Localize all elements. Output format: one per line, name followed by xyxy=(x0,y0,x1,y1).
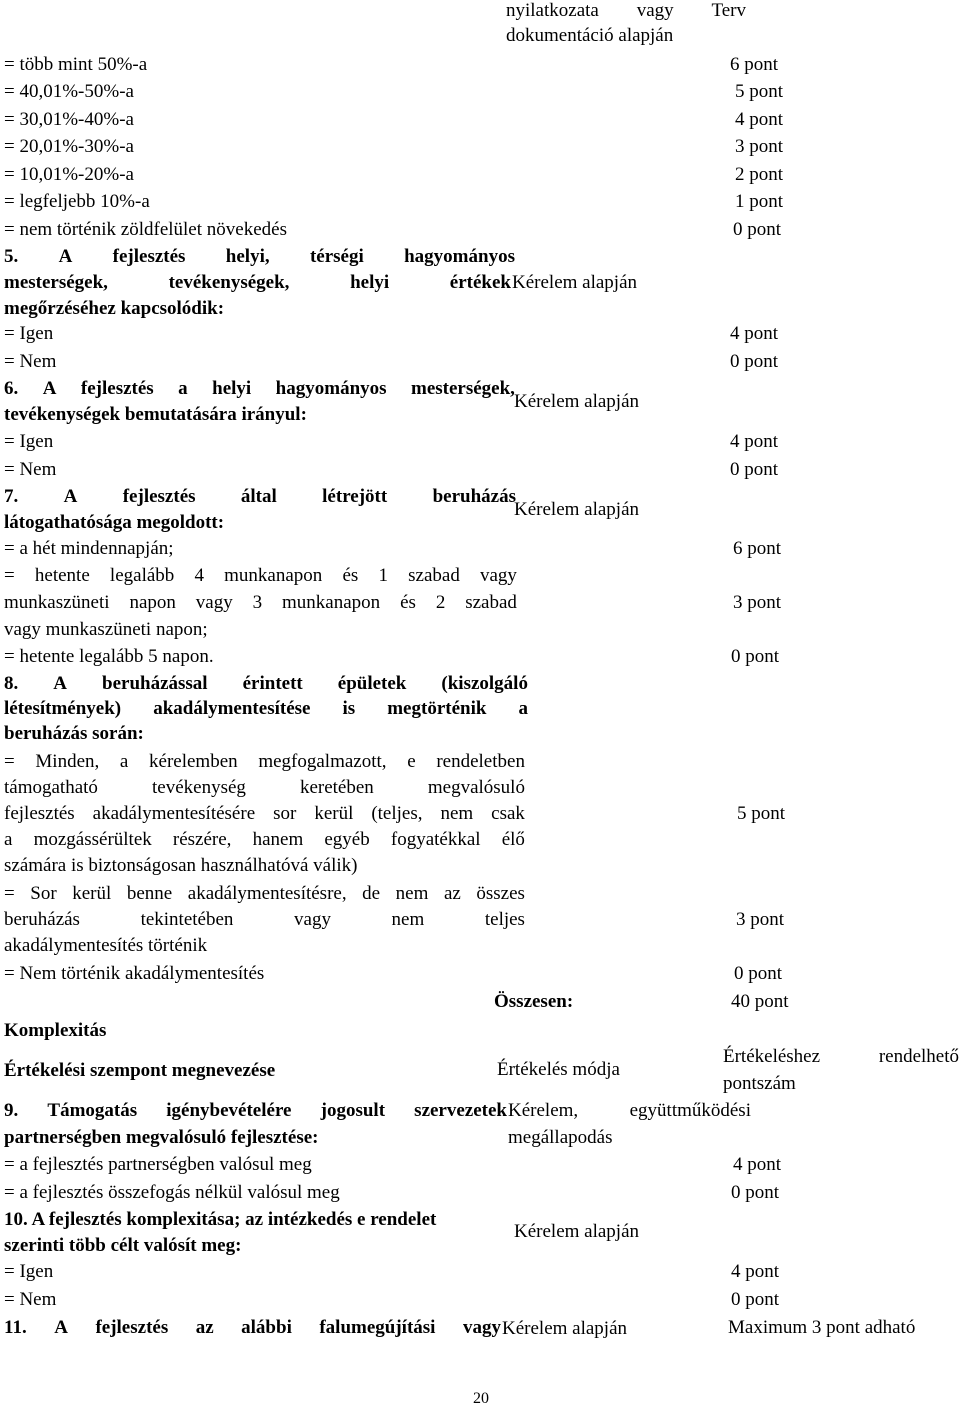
word: 2 xyxy=(435,592,446,613)
word: fejlesztés xyxy=(122,486,196,507)
word: fejlesztés xyxy=(80,378,154,399)
s11-points: Maximum 3 pont adható xyxy=(728,1317,916,1338)
s4-row-label: = 30,01%-40%-a xyxy=(4,109,134,130)
word: támogatható xyxy=(4,777,98,798)
s4-row-label: = nem történik zöldfelület növekedés xyxy=(4,219,287,240)
word: a xyxy=(4,829,13,850)
s4-row-points: 4 pont xyxy=(735,109,784,130)
word: teljes xyxy=(484,909,525,930)
word: együttműködési xyxy=(629,1100,751,1121)
word: létrejött xyxy=(322,486,388,507)
word: egyéb xyxy=(324,829,370,850)
word: rendeletben xyxy=(436,751,525,772)
s9-row-points: 4 pont xyxy=(733,1154,782,1175)
s9-method-line1 xyxy=(508,1101,751,1120)
column-header-points-line2: pontszám xyxy=(723,1073,796,1094)
s4-row-points: 2 pont xyxy=(735,164,784,185)
s4-row-label: = legfeljebb 10%-a xyxy=(4,191,150,212)
word: élő xyxy=(501,829,525,850)
word: 3 xyxy=(252,592,263,613)
word: kerül xyxy=(72,883,112,904)
word: hanem xyxy=(252,829,304,850)
s8-option1-line2 xyxy=(4,778,525,797)
s5-title-line1 xyxy=(4,247,515,266)
s9-row-label: = a fejlesztés partnerségben valósul meg xyxy=(4,1154,312,1175)
word: A xyxy=(53,673,67,694)
word: = xyxy=(4,565,15,586)
s8-option-points: 5 pont xyxy=(737,803,786,824)
word: fejlesztés xyxy=(95,1317,169,1338)
word: Kérelem, xyxy=(508,1100,579,1121)
s4-row-label: = 20,01%-30%-a xyxy=(4,136,134,157)
s4-row-points: 3 pont xyxy=(735,136,784,157)
word: az xyxy=(443,883,461,904)
s10-row-label: = Igen xyxy=(4,1261,54,1282)
word: vagy xyxy=(195,592,233,613)
word: fejlesztés xyxy=(112,246,186,267)
s7-option2-line3: vagy munkaszüneti napon; xyxy=(4,619,208,640)
word: létesítmények) xyxy=(4,698,122,719)
column-header-method: Értékelés módja xyxy=(497,1059,620,1080)
s7-option2-line1 xyxy=(4,566,517,585)
s7-option-points: 6 pont xyxy=(733,538,782,559)
word: (teljes, xyxy=(371,803,423,824)
s5-row-points: 0 pont xyxy=(730,351,779,372)
word: hagyományos xyxy=(404,246,515,267)
word: összes xyxy=(476,883,525,904)
word: a xyxy=(119,751,129,772)
word: csak xyxy=(491,803,525,824)
word: vagy xyxy=(480,565,517,586)
word: munkaszüneti xyxy=(4,592,110,613)
word: akadálymentesítése xyxy=(153,698,311,719)
s6-title-line2: tevékenységek bemutatására irányul: xyxy=(4,404,307,425)
s7-option-points: 0 pont xyxy=(731,646,780,667)
s4-row-points: 1 pont xyxy=(735,191,784,212)
s8-option1-line3 xyxy=(4,804,525,823)
s8-option: = Nem történik akadálymentesítés xyxy=(4,963,265,984)
s5-row-label: = Nem xyxy=(4,351,57,372)
word: hetente xyxy=(34,565,90,586)
word: a xyxy=(178,378,188,399)
s8-option1-line5: számára is biztonságosan használhatóvá válik) xyxy=(4,855,358,876)
word: falumegújítási xyxy=(319,1317,436,1338)
word: értékek xyxy=(449,272,511,293)
word: = xyxy=(4,883,15,904)
word: nem xyxy=(391,909,425,930)
s8-title-line3: beruházás során: xyxy=(4,723,144,744)
word: épületek xyxy=(337,673,407,694)
s8-option2-line3: akadálymentesítés történik xyxy=(4,935,208,956)
column-header-criterion: Értékelési szempont megnevezése xyxy=(4,1060,276,1081)
word: részére, xyxy=(172,829,232,850)
s8-option-points: 3 pont xyxy=(736,909,785,930)
s11-title-line1 xyxy=(4,1318,501,1337)
s9-title-line1 xyxy=(4,1101,507,1120)
word: helyi xyxy=(212,378,252,399)
word: beruházás xyxy=(432,486,516,507)
page-number: 20 xyxy=(473,1390,489,1407)
s4-row-points: 5 pont xyxy=(735,81,784,102)
word: napon xyxy=(129,592,176,613)
word: helyi xyxy=(350,272,390,293)
word: nem xyxy=(395,883,429,904)
word: nem xyxy=(440,803,474,824)
word: kérelemben xyxy=(149,751,238,772)
word: Támogatás xyxy=(47,1100,138,1121)
s6-row-points: 0 pont xyxy=(730,459,779,480)
word: 9. xyxy=(4,1100,19,1121)
word: mesterségek, xyxy=(411,378,515,399)
s8-title-line1 xyxy=(4,674,528,693)
s6-title-line1 xyxy=(4,379,515,398)
word: akadálymentesítésére xyxy=(92,803,256,824)
word: (kiszolgáló xyxy=(441,673,528,694)
word: benne xyxy=(126,883,173,904)
word: is xyxy=(342,698,356,719)
s8-option-points: 0 pont xyxy=(734,963,783,984)
s4-row-label: = 40,01%-50%-a xyxy=(4,81,134,102)
word: Minden, xyxy=(35,751,100,772)
word: szervezetek xyxy=(414,1100,507,1121)
word: Értékeléshez xyxy=(723,1046,821,1067)
word: beruházás xyxy=(4,909,80,930)
s6-row-points: 4 pont xyxy=(730,431,779,452)
s9-row-label: = a fejlesztés összefogás nélkül valósul meg xyxy=(4,1182,340,1203)
s7-method: Kérelem alapján xyxy=(514,499,640,520)
s5-row-points: 4 pont xyxy=(730,323,779,344)
word: tekintetében xyxy=(140,909,234,930)
s8-option1-line4 xyxy=(4,830,525,849)
word: 11. xyxy=(4,1317,27,1338)
s10-row-points: 4 pont xyxy=(731,1261,780,1282)
s9-method-line2: megállapodás xyxy=(508,1127,613,1148)
word: de xyxy=(362,883,381,904)
word: Terv xyxy=(711,0,746,21)
word: vagy xyxy=(636,0,674,21)
word: szabad xyxy=(408,565,460,586)
word: 6. xyxy=(4,378,19,399)
total-label: Összesen: xyxy=(494,991,574,1012)
s10-title-line2: szerinti több célt valósít meg: xyxy=(4,1235,242,1256)
word: rendelhető xyxy=(878,1046,959,1067)
word: nyilatkozata xyxy=(506,0,599,21)
word: akadálymentesítésre, xyxy=(187,883,347,904)
word: munkanapon xyxy=(282,592,381,613)
word: alábbi xyxy=(241,1317,292,1338)
word: az xyxy=(195,1317,214,1338)
word: és xyxy=(342,565,359,586)
word: megtörténik xyxy=(387,698,487,719)
s7-title-line1 xyxy=(4,487,516,506)
s5-row-label: = Igen xyxy=(4,323,54,344)
word: e xyxy=(407,751,416,772)
s4-row-points: 6 pont xyxy=(730,54,779,75)
word: 8. xyxy=(4,673,19,694)
word: megvalósuló xyxy=(427,777,525,798)
s10-row-points: 0 pont xyxy=(731,1289,780,1310)
word: A xyxy=(54,1317,68,1338)
word: A xyxy=(42,378,57,399)
word: munkanapon xyxy=(224,565,323,586)
word: 5. xyxy=(4,246,19,267)
s7-option: = a hét mindennapján; xyxy=(4,538,174,559)
word: vagy xyxy=(462,1317,501,1338)
word: sor xyxy=(273,803,297,824)
s8-title-line2 xyxy=(4,699,528,718)
s5-title-line3: megőrzéséhez kapcsolódik: xyxy=(4,298,225,319)
s5-method: Kérelem alapján xyxy=(512,272,638,293)
word: = xyxy=(4,751,15,772)
word: tevékenységek, xyxy=(168,272,290,293)
word: legalább xyxy=(109,565,175,586)
word: megfogalmazott, xyxy=(258,751,387,772)
word: keretében xyxy=(299,777,374,798)
s5-title-line2 xyxy=(4,273,511,292)
word: hagyományos xyxy=(275,378,387,399)
s4-row-label: = több mint 50%-a xyxy=(4,54,148,75)
word: jogosult xyxy=(320,1100,386,1121)
word: vagy xyxy=(294,909,331,930)
word: beruházással xyxy=(102,673,208,694)
word: térségi xyxy=(309,246,364,267)
word: helyi, xyxy=(225,246,270,267)
word: fogyatékkal xyxy=(390,829,481,850)
word: Sor xyxy=(30,883,57,904)
column-header-points-line1 xyxy=(723,1047,959,1066)
s8-option2-line1 xyxy=(4,884,525,903)
s10-title-line1: 10. A fejlesztés komplexitása; az intézkedés e rendelet xyxy=(4,1209,437,1230)
word: tevékenység xyxy=(151,777,246,798)
complexity-heading: Komplexitás xyxy=(4,1020,107,1041)
word: 4 xyxy=(194,565,204,586)
word: A xyxy=(63,486,78,507)
s10-row-label: = Nem xyxy=(4,1289,57,1310)
word: mesterségek, xyxy=(4,272,108,293)
s7-option: = hetente legalább 5 napon. xyxy=(4,646,214,667)
s6-method: Kérelem alapján xyxy=(514,391,640,412)
word: A xyxy=(58,246,73,267)
s9-row-points: 0 pont xyxy=(731,1182,780,1203)
s4-row-points: 0 pont xyxy=(733,219,782,240)
s7-option2-line2 xyxy=(4,593,517,612)
word: mozgássérültek xyxy=(33,829,152,850)
s10-method: Kérelem alapján xyxy=(514,1221,640,1242)
word: 7. xyxy=(4,486,19,507)
word: fejlesztés xyxy=(4,803,75,824)
s8-option2-line2 xyxy=(4,910,525,929)
word: által xyxy=(240,486,277,507)
s9-title-line2: partnerségben megvalósuló fejlesztése: xyxy=(4,1127,319,1148)
word: szabad xyxy=(465,592,517,613)
word: érintett xyxy=(242,673,303,694)
word: a xyxy=(518,698,528,719)
s7-option-points: 3 pont xyxy=(733,592,782,613)
s4-row-label: = 10,01%-20%-a xyxy=(4,164,134,185)
word: kerül xyxy=(314,803,354,824)
s7-title-line2: látogathatósága megoldott: xyxy=(4,512,225,533)
s11-method: Kérelem alapján xyxy=(502,1318,628,1339)
s6-row-label: = Igen xyxy=(4,431,54,452)
top-method-line1 xyxy=(506,1,746,20)
word: és xyxy=(400,592,416,613)
total-points: 40 pont xyxy=(731,991,789,1012)
word: 1 xyxy=(378,565,388,586)
word: igénybevételére xyxy=(166,1100,292,1121)
s8-option1-line1 xyxy=(4,752,525,771)
top-method-line2: dokumentáció alapján xyxy=(506,25,674,46)
s6-row-label: = Nem xyxy=(4,459,57,480)
